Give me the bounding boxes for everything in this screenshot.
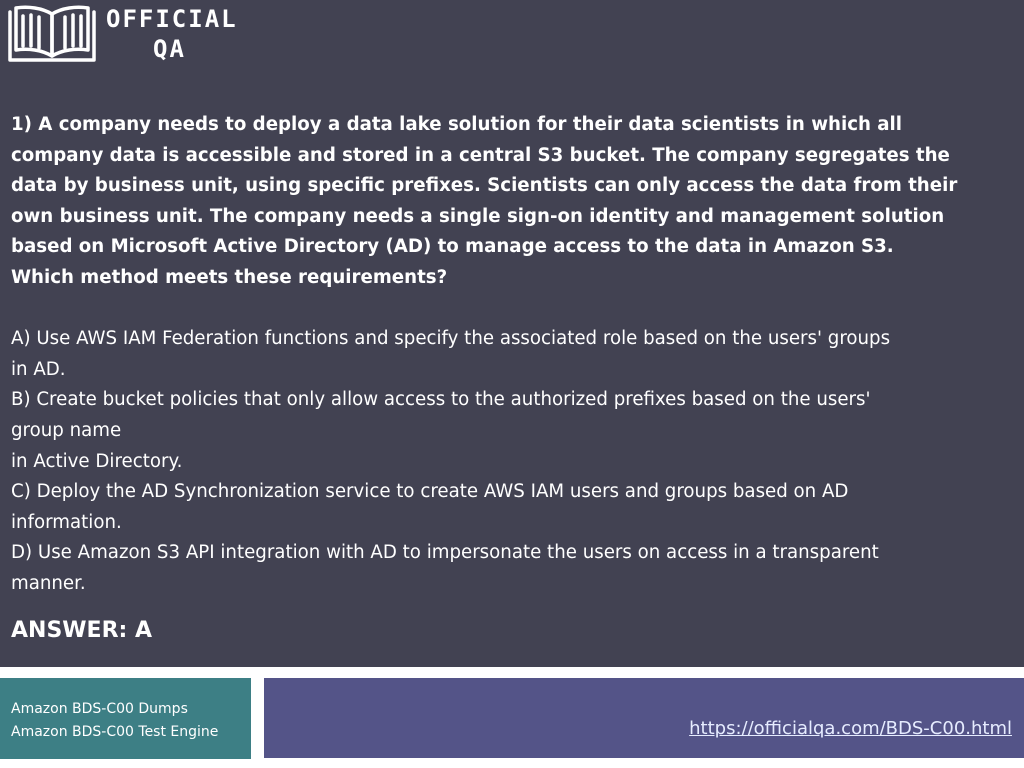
question-line: data by business unit, using specific prefixes. Scientists can only access the data from their — [11, 175, 958, 197]
question-line: company data is accessible and stored in a central S3 bucket. The company segregates the — [11, 144, 950, 166]
question-line: 1) A company needs to deploy a data lake solution for their data scientists in which all — [11, 114, 902, 135]
option-line: group name — [11, 419, 122, 441]
answer-options — [11, 324, 1011, 599]
answer-text: ANSWER: A — [11, 617, 153, 643]
option-line: in Active Directory. — [11, 450, 183, 472]
question-line: own business unit. The company needs a single sign-on identity and management solution — [11, 205, 945, 227]
option-line: D) Use Amazon S3 API integration with AD to impersonate the users on access in a transparent — [11, 542, 879, 564]
option-line: manner. — [11, 572, 86, 594]
spacer — [11, 294, 1011, 325]
option-line: C) Deploy the AD Synchronization service to create AWS IAM users and groups based on AD — [11, 481, 849, 503]
url-link[interactable]: https://officialqa.com/BDS-C00.html — [689, 718, 1012, 739]
footer-links-panel — [0, 678, 251, 759]
question-line: Which method meets these requirements? — [11, 266, 448, 288]
option-line: in AD. — [11, 358, 66, 380]
option-line: B) Create bucket policies that only allow access to the authorized prefixes based on the users' — [11, 389, 871, 411]
question-content — [11, 110, 1011, 646]
test-engine-link[interactable]: Amazon BDS-C00 Test Engine — [11, 724, 219, 740]
logo-line-1: OFFICIAL — [106, 5, 238, 33]
question-line: based on Microsoft Active Directory (AD) to manage access to the data in Amazon S3. — [11, 236, 894, 258]
open-book-icon — [2, 2, 102, 66]
logo-line-2: QA — [153, 35, 186, 63]
dumps-link[interactable]: Amazon BDS-C00 Dumps — [11, 701, 188, 717]
option-line: information. — [11, 511, 122, 533]
logo-text — [106, 4, 246, 64]
footer-url-panel — [264, 678, 1024, 758]
question-text — [11, 110, 1011, 294]
option-line: A) Use AWS IAM Federation functions and specify the associated role based on the users' groups — [11, 328, 891, 350]
